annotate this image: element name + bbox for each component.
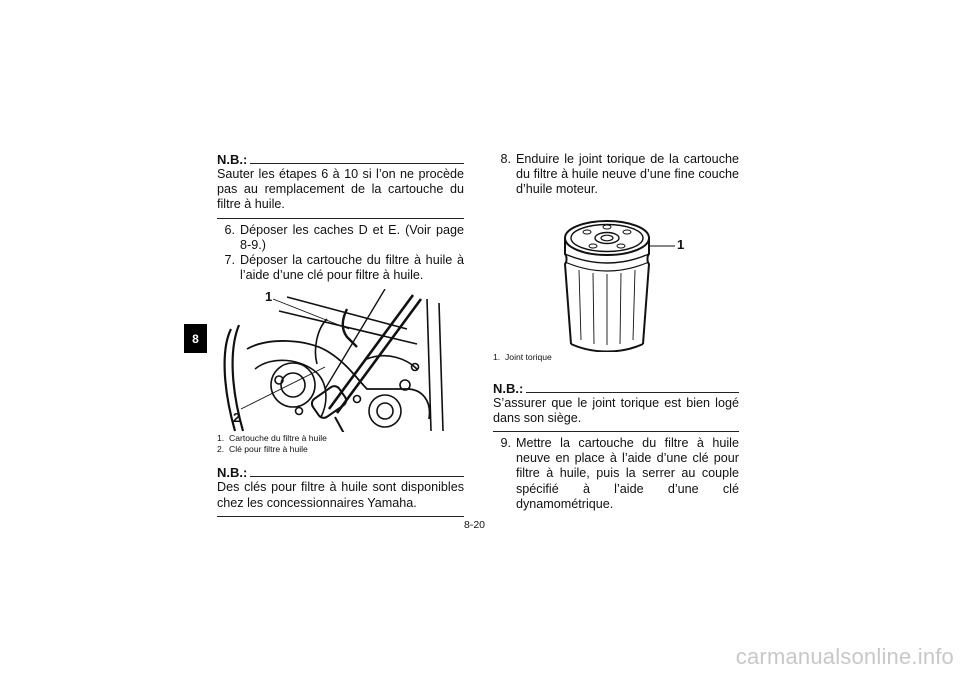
caption-item: 1. Cartouche du filtre à huile — [217, 433, 327, 444]
caption-item: 2. Clé pour filtre à huile — [217, 444, 308, 455]
oil-filter-cartridge-illustration — [493, 204, 739, 352]
callout-1: 1 — [265, 289, 273, 305]
chapter-tab: 8 — [184, 324, 207, 353]
note-end-rule — [217, 511, 464, 517]
note-heading — [493, 381, 739, 396]
note-heading — [217, 152, 464, 167]
figure-captions — [493, 352, 739, 363]
note-end-rule — [217, 213, 464, 219]
callout-1: 1 — [677, 236, 685, 252]
note-text: Sauter les étapes 6 à 10 si l’on ne procède pas au remplacement de la cartouche du filtre à huile. — [217, 167, 464, 212]
step-8: 8. Enduire le joint torique de la cartouche du filtre à huile neuve d’une fine couche d’huile moteur. — [500, 152, 739, 197]
note-text: Des clés pour filtre à huile sont disponibles chez les concessionnaires Yamaha. — [217, 480, 464, 510]
callout-2: 2 — [233, 410, 241, 426]
page-number: 8-20 — [464, 519, 486, 531]
filter-cartridge-drawing — [493, 204, 739, 352]
step-6: 6. Déposer les caches D et E. (Voir page 8-9.) — [224, 222, 464, 252]
step-7: 7. Déposer la cartouche du filtre à huile à l’aide d’une clé pour filtre à huile. — [224, 253, 464, 283]
right-column — [493, 152, 739, 512]
step-9: 9. Mettre la cartouche du filtre à huile neuve en place à l’aide d’une clé pour filtre à huile, puis la serrer au couple spécifié à l’aide d’une clé dynamométrique. — [500, 436, 739, 511]
engine-illustration — [217, 289, 464, 432]
note-text: S’assurer que le joint torique est bien logé dans son siège. — [493, 395, 739, 425]
note-label: N.B.: — [217, 152, 248, 167]
oil-filter-removal-illustration — [217, 289, 464, 432]
note-label: N.B.: — [493, 380, 524, 396]
left-column — [217, 152, 464, 521]
caption-item: 1. Joint torique — [493, 351, 552, 362]
note-heading — [217, 465, 464, 480]
figure-captions — [217, 433, 464, 455]
note-end-rule — [493, 426, 739, 432]
note-label: N.B.: — [217, 465, 248, 481]
watermark: carmanualsonline.info — [735, 644, 954, 669]
